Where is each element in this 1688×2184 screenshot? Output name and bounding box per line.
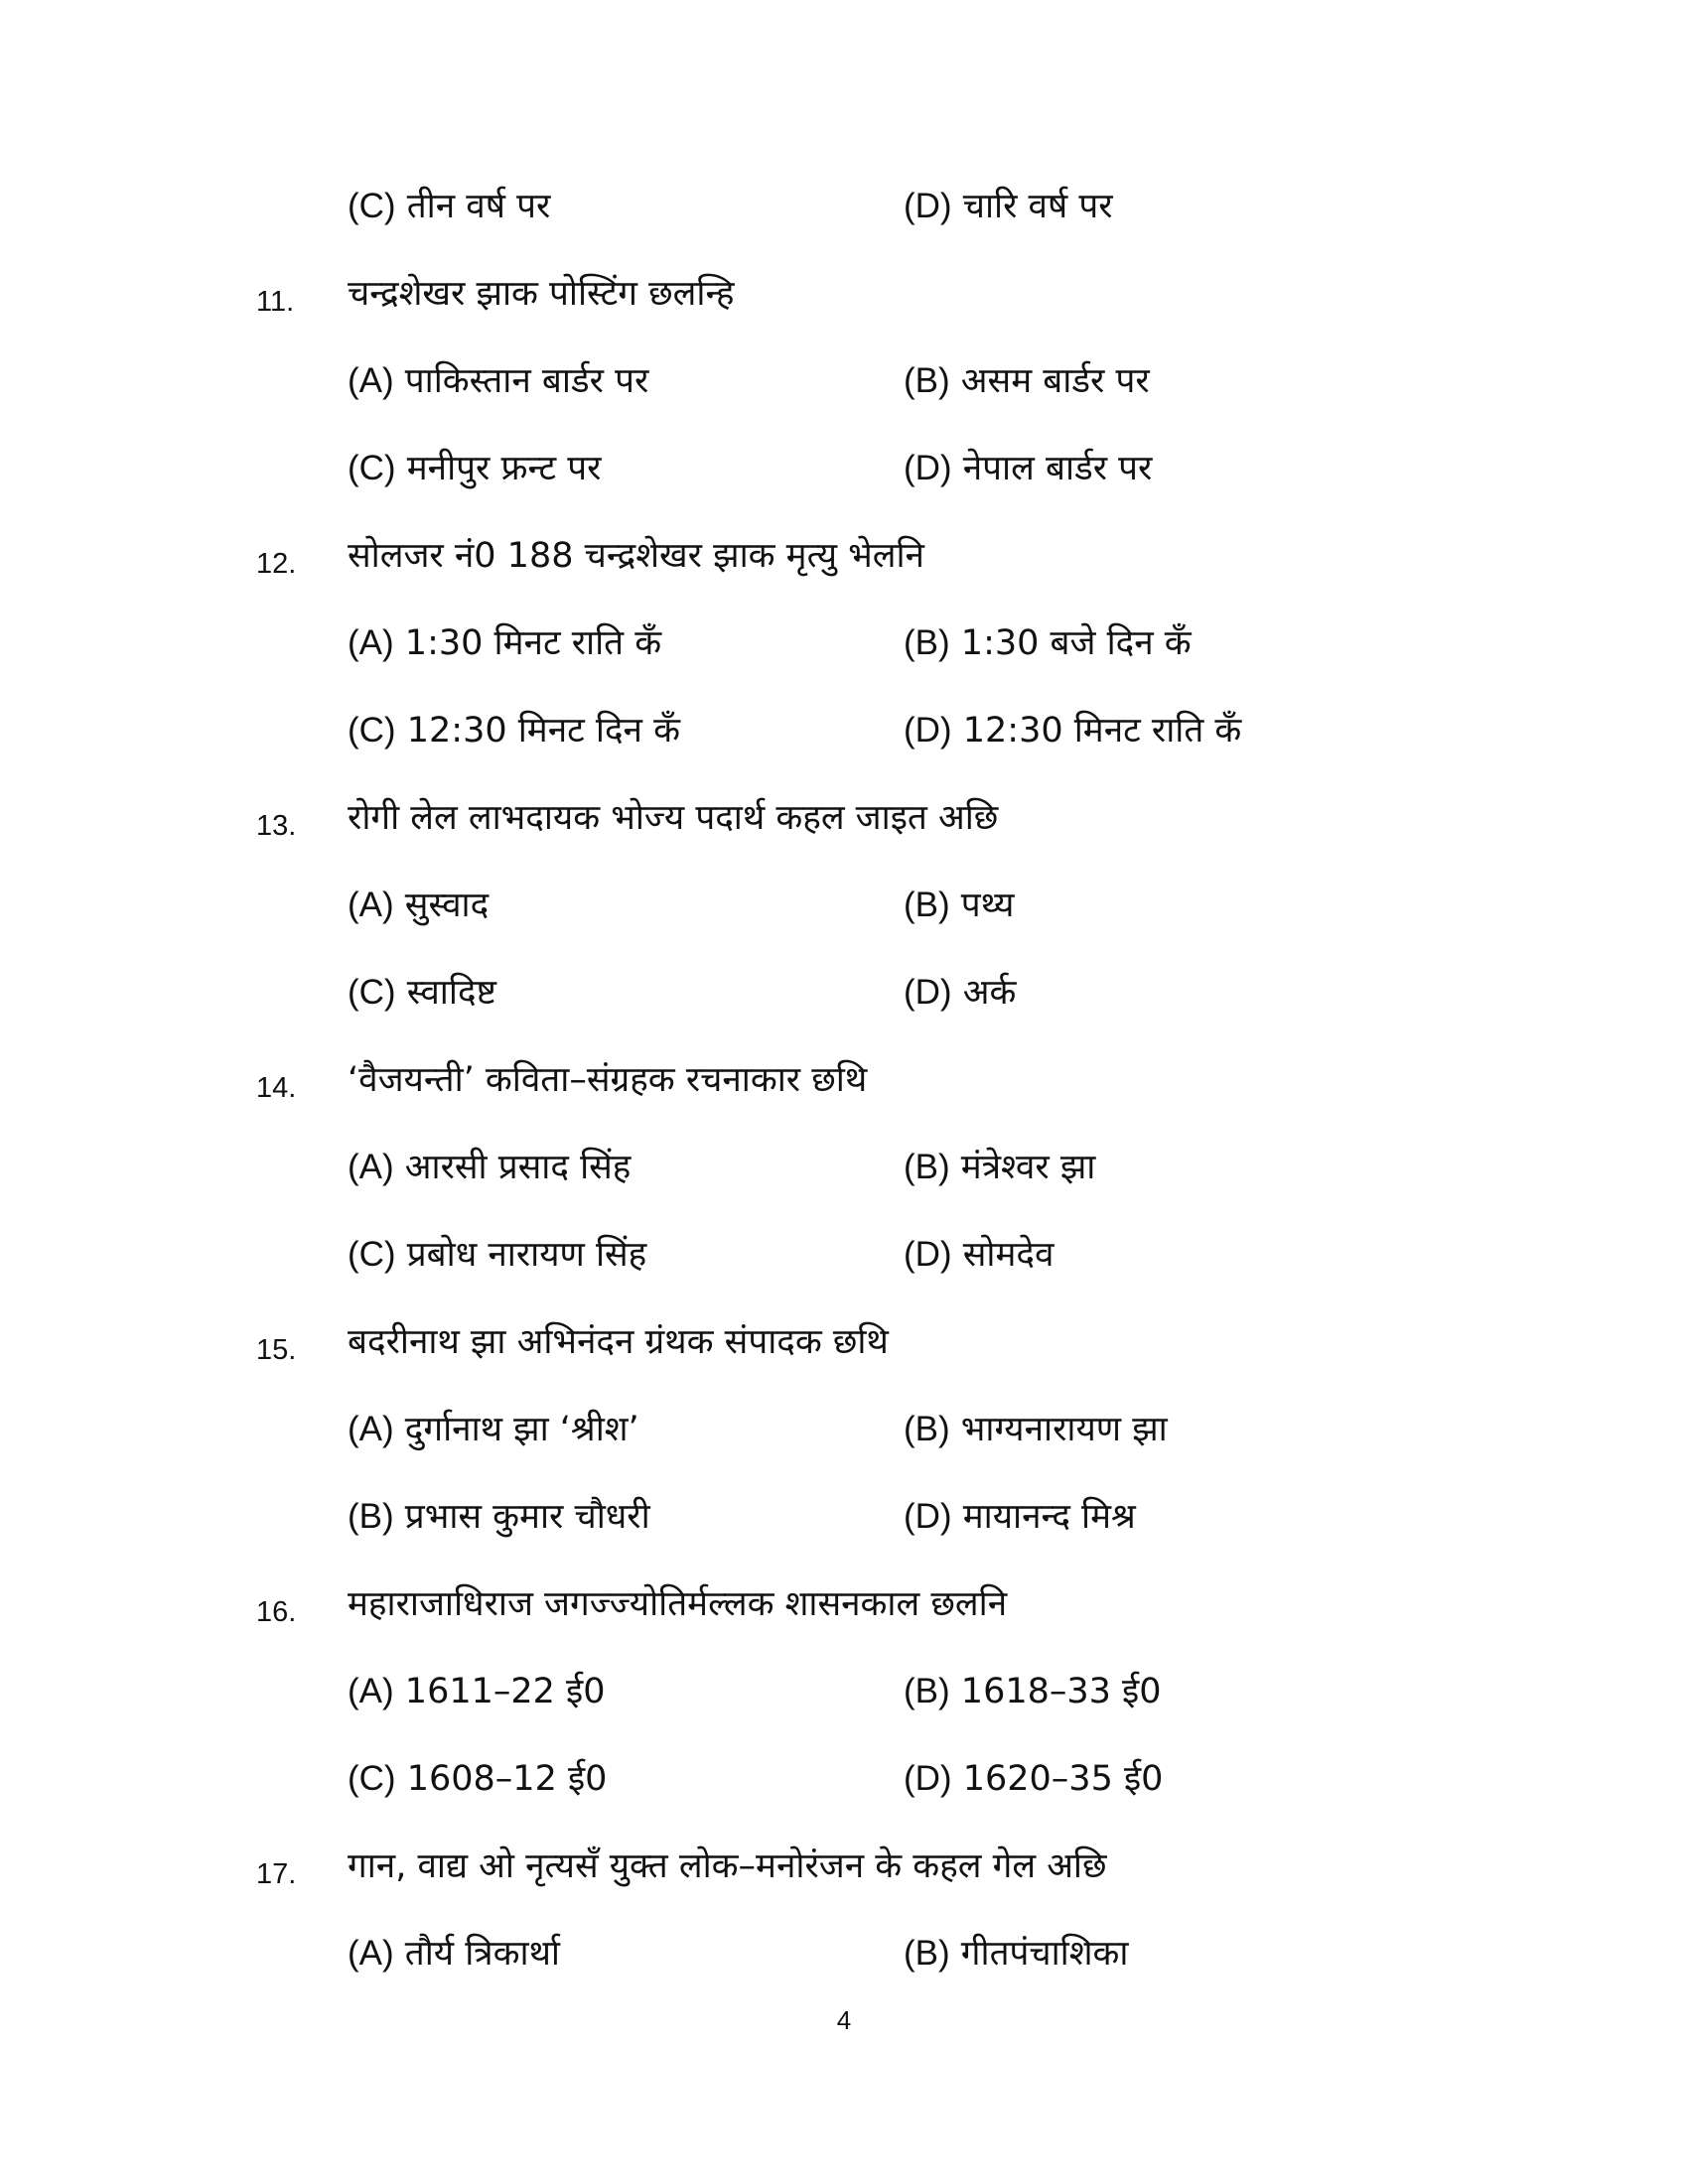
option-text: प्रभास कुमार चौधरी xyxy=(404,1497,650,1537)
question-17 xyxy=(0,1837,1688,1896)
question-text: चन्द्रशेखर झाक पोस्टिंग छलन्हि xyxy=(348,274,735,314)
option-a xyxy=(348,876,489,935)
option-text: प्रबोध नारायण सिंह xyxy=(406,1235,647,1275)
option-d xyxy=(904,177,1113,236)
option-b xyxy=(904,614,1192,673)
option-b xyxy=(904,351,1150,411)
option-letter: (A) xyxy=(348,1148,394,1186)
option-d xyxy=(904,1225,1054,1285)
option-letter: (B) xyxy=(904,1672,950,1710)
option-letter: (D) xyxy=(904,973,952,1012)
option-text: आरसी प्रसाद सिंह xyxy=(404,1148,632,1187)
option-a xyxy=(348,1924,560,1983)
option-text: मंत्रेश्वर झा xyxy=(960,1148,1096,1187)
question-number: 11. xyxy=(256,286,295,318)
option-text: 12:30 मिनट दिन कँ xyxy=(406,711,680,751)
question-11-options-row-2 xyxy=(0,439,1688,498)
question-text: रोगी लेल लाभदायक भोज्य पदार्थ कहल जाइत अछि xyxy=(348,798,999,838)
option-a xyxy=(348,1662,605,1721)
question-14 xyxy=(0,1050,1688,1110)
question-number: 14. xyxy=(256,1072,297,1104)
question-text: बदरीनाथ झा अभिनंदन ग्रंथक संपादक छथि xyxy=(348,1322,889,1362)
option-c xyxy=(348,963,496,1023)
option-letter: (B) xyxy=(904,886,950,924)
option-letter: (C) xyxy=(348,1759,396,1798)
option-letter: (B) xyxy=(348,1497,394,1536)
carryover-options-row xyxy=(0,177,1688,236)
option-letter: (A) xyxy=(348,1410,394,1448)
question-text: महाराजाधिराज जगज्ज्योतिर्मल्लक शासनकाल छलनि xyxy=(348,1584,1008,1624)
question-number: 12. xyxy=(256,548,297,580)
option-text: गीतपंचाशिका xyxy=(960,1934,1129,1974)
option-c xyxy=(348,1225,646,1285)
question-12 xyxy=(0,526,1688,586)
question-number: 16. xyxy=(256,1596,297,1628)
question-14-options-row-2 xyxy=(0,1225,1688,1285)
question-number: 17. xyxy=(256,1858,297,1890)
option-text: 1620–35 ई0 xyxy=(962,1759,1164,1799)
question-16-options-row-2 xyxy=(0,1749,1688,1809)
option-a xyxy=(348,1400,639,1459)
option-letter: (C) xyxy=(348,711,396,750)
option-text: 1611–22 ई0 xyxy=(404,1672,606,1711)
option-d xyxy=(904,701,1241,760)
question-13 xyxy=(0,788,1688,848)
option-text: सुस्वाद xyxy=(404,886,490,925)
question-14-options-row-1 xyxy=(0,1138,1688,1197)
option-text: चारि वर्ष पर xyxy=(962,187,1113,226)
option-d xyxy=(904,1749,1163,1809)
question-15-options-row-1 xyxy=(0,1400,1688,1459)
option-c xyxy=(348,177,550,236)
question-text: सोलजर नं0 188 चन्द्रशेखर झाक मृत्यु भेलनि xyxy=(348,536,924,576)
option-text: तौर्य त्रिकार्था xyxy=(404,1934,560,1974)
option-text: सोमदेव xyxy=(962,1235,1055,1275)
question-number: 13. xyxy=(256,810,297,842)
option-letter: (D) xyxy=(904,1497,952,1536)
question-12-options-row-1 xyxy=(0,614,1688,673)
option-b xyxy=(904,876,1015,935)
question-text: गान, वाद्य ओ नृत्यसँ युक्त लोक–मनोरंजन के कहल गेल अछि xyxy=(348,1846,1107,1886)
option-letter: (D) xyxy=(904,1235,952,1274)
option-d xyxy=(904,439,1152,498)
question-12-options-row-2 xyxy=(0,701,1688,760)
option-c xyxy=(348,439,601,498)
option-letter: (B) xyxy=(904,1148,950,1186)
question-17-options-row-1 xyxy=(0,1924,1688,1983)
option-text: 1:30 मिनट राति कँ xyxy=(404,623,662,663)
option-letter: (C) xyxy=(348,187,396,225)
option-letter: (D) xyxy=(904,187,952,225)
option-text: मनीपुर फ्रन्ट पर xyxy=(406,449,602,488)
option-text: दुर्गानाथ झा ‘श्रीश’ xyxy=(404,1410,639,1449)
option-text: तीन वर्ष पर xyxy=(406,187,551,226)
option-letter: (B) xyxy=(904,1934,950,1973)
option-b xyxy=(904,1138,1095,1197)
page-number: 4 xyxy=(836,2005,852,2035)
question-16-options-row-1 xyxy=(0,1662,1688,1721)
option-text: नेपाल बार्डर पर xyxy=(962,449,1153,488)
option-d xyxy=(904,1487,1136,1547)
option-b xyxy=(904,1400,1168,1459)
option-letter: (B) xyxy=(904,1410,950,1448)
question-15 xyxy=(0,1312,1688,1372)
option-text: 1618–33 ई0 xyxy=(960,1672,1162,1711)
option-a xyxy=(348,1138,631,1197)
option-letter: (A) xyxy=(348,361,394,400)
option-text: असम बार्डर पर xyxy=(960,361,1150,401)
option-text: मायानन्द मिश्र xyxy=(962,1497,1136,1537)
option-c xyxy=(348,1749,607,1809)
option-letter: (A) xyxy=(348,886,394,924)
option-letter: (D) xyxy=(904,711,952,750)
option-d xyxy=(904,963,1016,1023)
question-11-options-row-1 xyxy=(0,351,1688,411)
option-letter: (D) xyxy=(904,449,952,487)
option-text: पथ्य xyxy=(960,886,1015,925)
question-text: ‘वैजयन्ती’ कविता–संग्रहक रचनाकार छथि xyxy=(348,1060,868,1100)
option-letter: (C) xyxy=(348,449,396,487)
question-13-options-row-2 xyxy=(0,963,1688,1023)
option-text: 1608–12 ई0 xyxy=(406,1759,608,1799)
option-a xyxy=(348,351,648,411)
option-text: अर्क xyxy=(962,973,1017,1013)
question-number: 15. xyxy=(256,1334,297,1366)
option-letter: (A) xyxy=(348,1672,394,1710)
option-text: स्वादिष्ट xyxy=(406,973,496,1013)
option-text: पाकिस्तान बार्डर पर xyxy=(404,361,649,401)
option-letter: (D) xyxy=(904,1759,952,1798)
option-text: 12:30 मिनट राति कँ xyxy=(962,711,1242,751)
question-16 xyxy=(0,1574,1688,1634)
option-letter: (A) xyxy=(348,1934,394,1973)
option-c xyxy=(348,701,680,760)
question-11 xyxy=(0,264,1688,324)
option-b-second xyxy=(348,1487,650,1547)
option-letter: (A) xyxy=(348,623,394,662)
option-letter: (C) xyxy=(348,1235,396,1274)
option-b xyxy=(904,1924,1129,1983)
option-letter: (B) xyxy=(904,361,950,400)
option-b xyxy=(904,1662,1161,1721)
option-text: 1:30 बजे दिन कँ xyxy=(960,623,1192,663)
question-15-options-row-2 xyxy=(0,1487,1688,1547)
question-13-options-row-1 xyxy=(0,876,1688,935)
option-a xyxy=(348,614,661,673)
option-letter: (B) xyxy=(904,623,950,662)
option-text: भाग्यनारायण झा xyxy=(960,1410,1168,1449)
option-letter: (C) xyxy=(348,973,396,1012)
